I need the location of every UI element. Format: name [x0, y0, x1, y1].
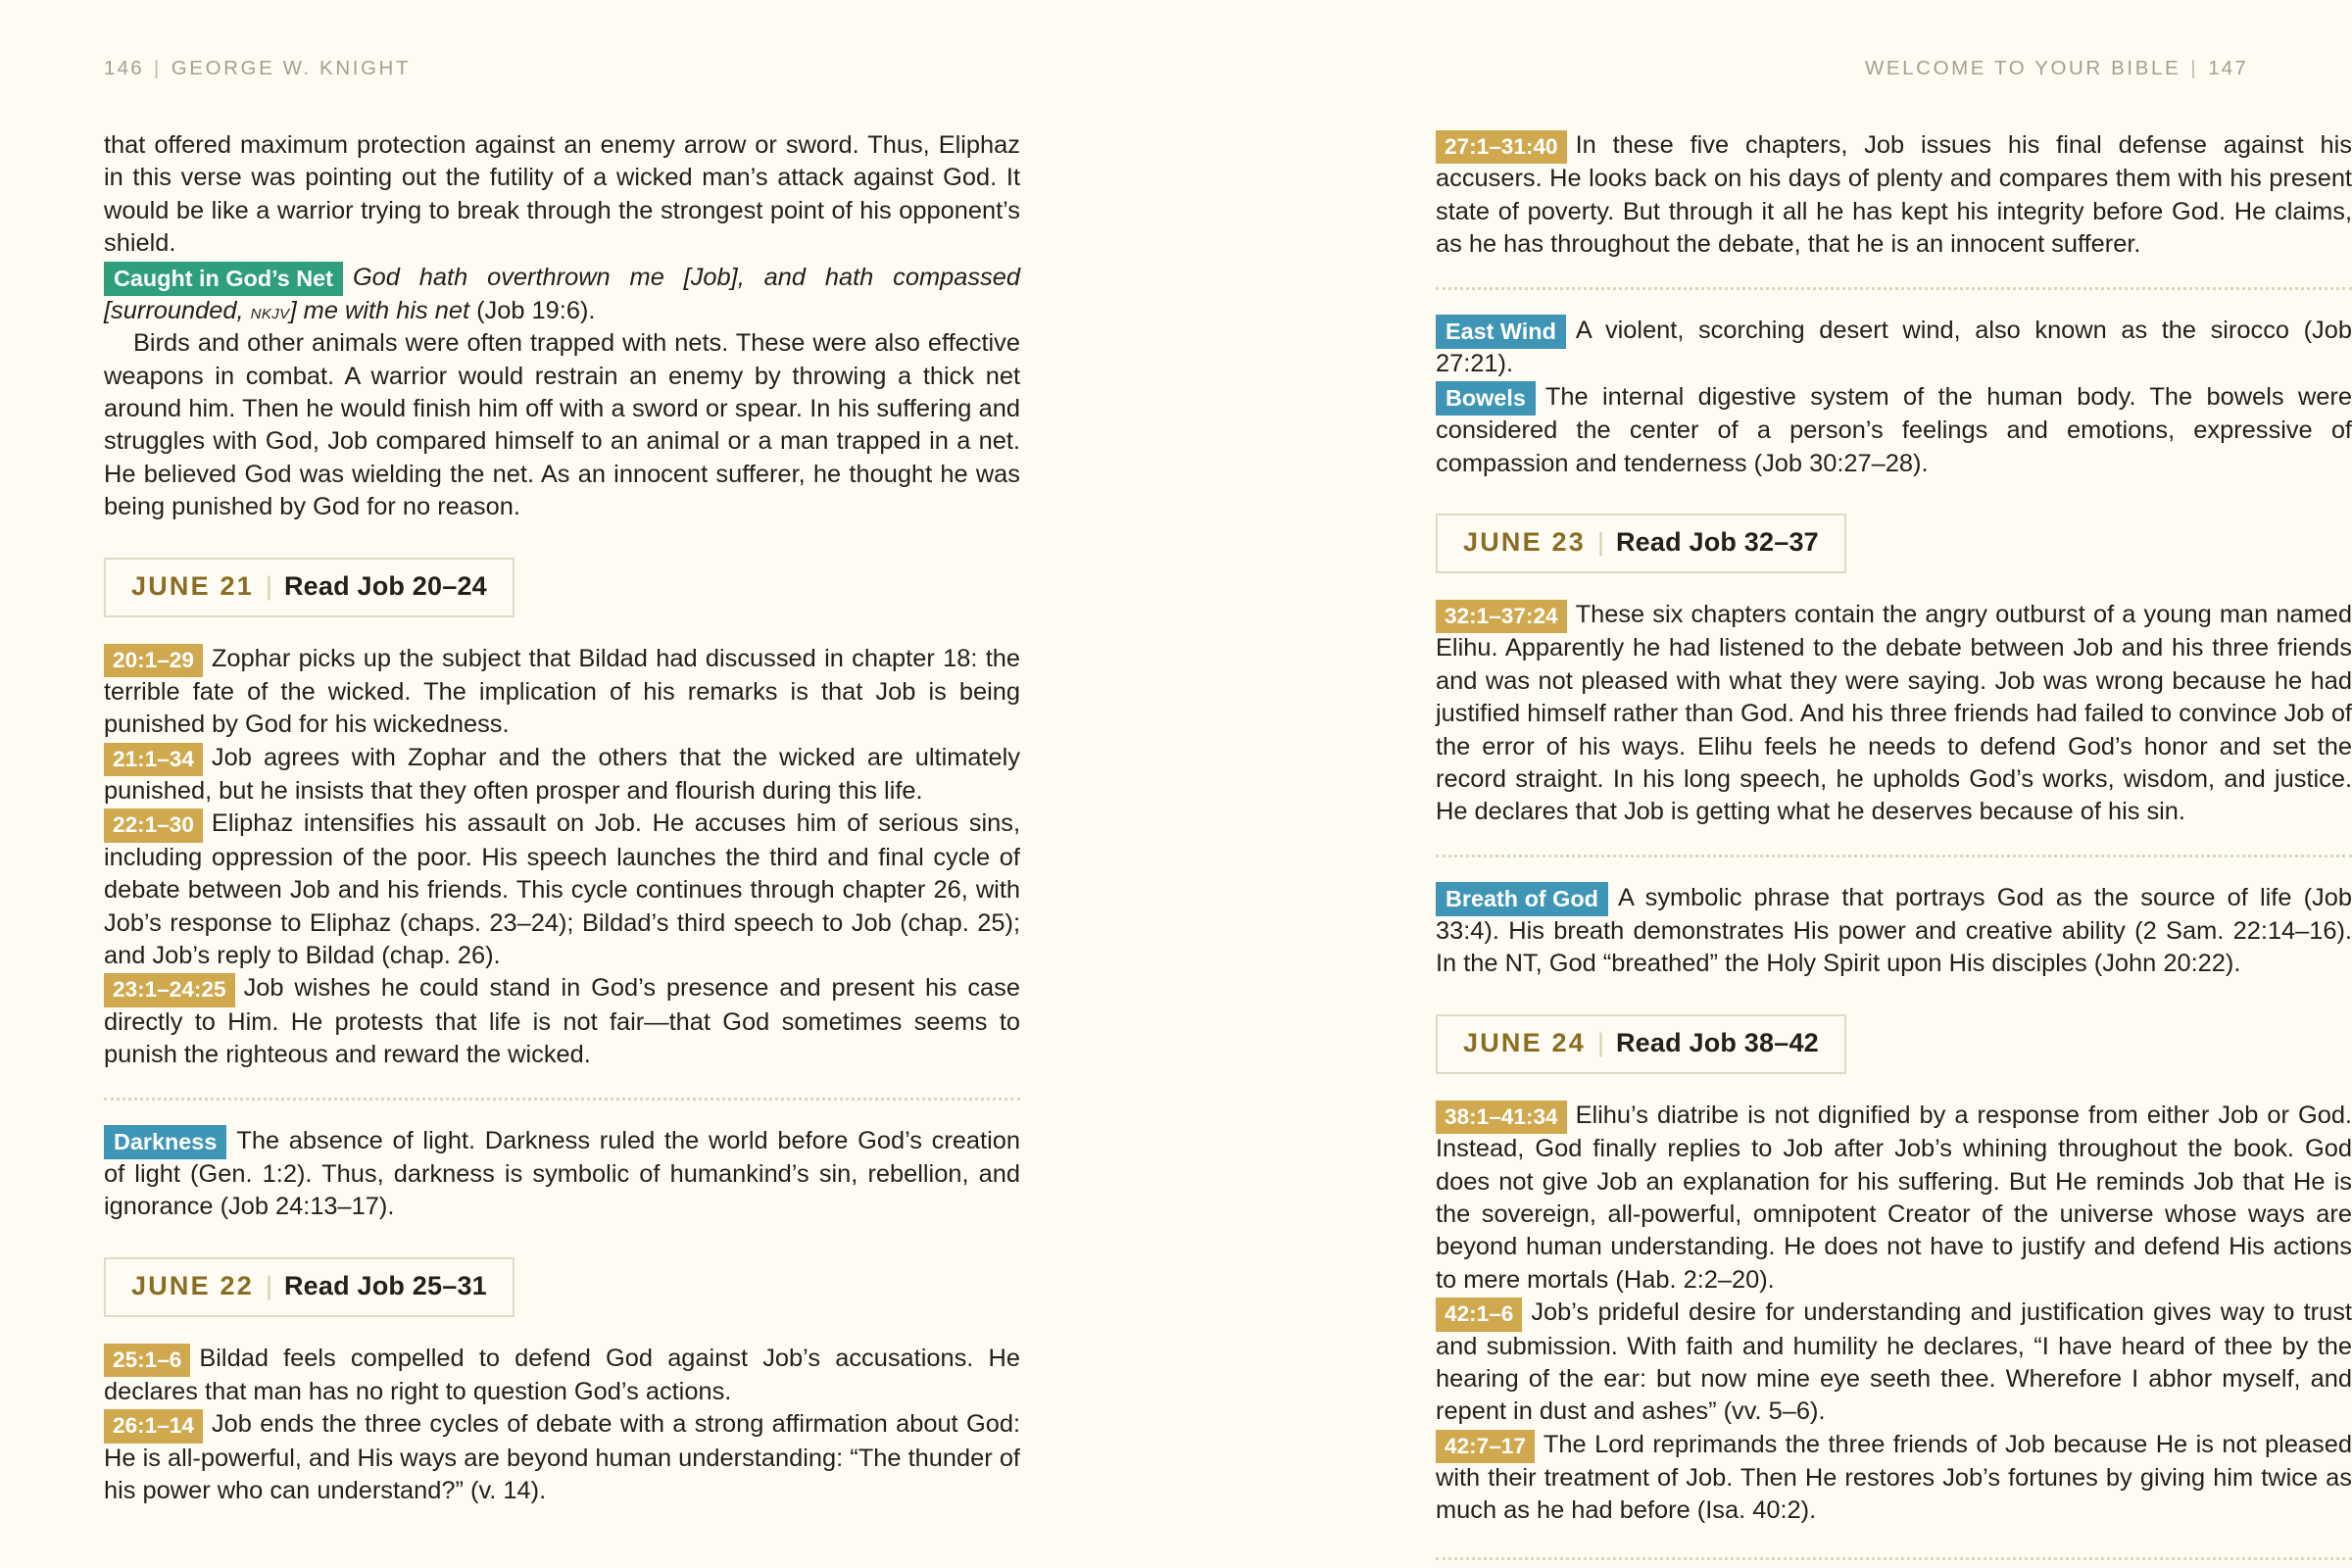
reading-header-separator: | — [1596, 1027, 1604, 1057]
scripture-quote-part2: ] me with his net — [289, 296, 470, 324]
commentary-text: In these five chapters, Job issues his final defense against his accusers. He looks back on his days of plenty and compares them with his present state of poverty. But through it all he has kept his integrity before God. He claims, as he has throughout the debate, that he is an innocent sufferer. — [1436, 131, 2352, 259]
commentary-entry — [104, 972, 1020, 1071]
reading-header-june-22[interactable] — [104, 1257, 514, 1317]
commentary-entry — [1436, 599, 2352, 829]
glossary-term-badge: Caught in God’s Net — [104, 262, 343, 296]
commentary-text: The Lord reprimands the three friends of Job because He is not pleased with their treatment of Job. Then He restores Job’s fortunes by giving him twice as much as he had before (Isa. 40:2). — [1436, 1430, 2352, 1525]
glossary-term-badge: Darkness — [104, 1125, 226, 1159]
commentary-text: Job ends the three cycles of debate with a strong affirmation about God: He is all-powerful, and His ways are beyond human understanding: “The thunder of his power who can understand?” (v. 14). — [104, 1410, 1020, 1504]
commentary-entry — [104, 1343, 1020, 1409]
verse-reference-badge: 22:1–30 — [104, 808, 203, 842]
reading-header-separator: | — [265, 570, 272, 601]
commentary-text: Eliphaz intensifies his assault on Job. He accuses him of serious sins, including oppression of the poor. His speech launches the third and final cycle of debate between Job and his friends. This cycle continues through chapter 26, with Job’s response to Eliphaz (chaps. 23–24); Bildad’s third speech to Job (chap. 25); and Job’s reply to Bildad (chap. 26). — [104, 809, 1020, 969]
section-divider-dotted — [1436, 1557, 2352, 1560]
column-left — [104, 129, 1020, 1560]
reading-passage: Read Job 38–42 — [1615, 1027, 1819, 1057]
running-head-left — [104, 57, 411, 80]
verse-reference-badge: 23:1–24:25 — [104, 973, 235, 1006]
scripture-quote-part1: God hath overthrown me [Job], and hath compassed [surrounded, — [104, 263, 1020, 324]
glossary-definition-text: A violent, scorching desert wind, also known as the sirocco (Job 27:21). — [1436, 316, 2352, 377]
reading-passage: Read Job 32–37 — [1615, 527, 1819, 558]
verse-reference-badge: 26:1–14 — [104, 1409, 203, 1443]
commentary-text: Elihu’s diatribe is not dignified by a response from either Job or God. Instead, God finally replies to Job after Job’s whining throughout the book. God does not give Job an explanation for his suffering. But He reminds Job that He is the sovereign, all-powerful, omnipotent Creator of the universe whose ways are beyond human understanding. He does not have to justify and defend His actions to mere mortals (Hab. 2:2–20). — [1436, 1101, 2352, 1294]
commentary-text: Zophar picks up the subject that Bildad had discussed in chapter 18: the terrible fate of the wicked. The implication of his remarks is that Job is being punished by God for his wickedness. — [104, 644, 1020, 739]
verse-reference-badge: 21:1–34 — [104, 743, 203, 776]
section-divider-dotted — [1436, 287, 2352, 290]
page-number-left: 146 — [104, 57, 144, 79]
commentary-entry — [104, 643, 1020, 742]
commentary-text: Job’s prideful desire for understanding and justification gives way to trust and submission. With faith and humility he declares, “I have heard of thee by the hearing of the ear: but now mine eye seeth thee. Wherefore I abhor myself, and repent in dust and ashes” (vv. 5–6). — [1436, 1298, 2352, 1426]
glossary-term-badge: Bowels — [1436, 381, 1536, 416]
glossary-entry-east-wind — [1436, 314, 2352, 381]
commentary-entry — [1436, 1100, 2352, 1297]
section-divider-dotted — [1436, 855, 2352, 858]
author-name: GEORGE W. KNIGHT — [171, 57, 412, 79]
running-head-separator-right: | — [2190, 57, 2199, 79]
glossary-definition-text: A symbolic phrase that portrays God as the source of life (Job 33:4). His breath demonstrates His power and creative ability (2 Sam. 22:14–16). In the NT, God “breathed” the Holy Spirit upon His disciples (John 20:22). — [1436, 883, 2352, 978]
verse-reference-badge: 42:7–17 — [1436, 1430, 1535, 1463]
glossary-entry-darkness — [104, 1124, 1020, 1224]
reading-header-separator: | — [265, 1270, 272, 1300]
reading-passage: Read Job 25–31 — [283, 1270, 487, 1300]
scripture-citation: (Job 19:6). — [469, 296, 596, 324]
book-title: WELCOME TO YOUR BIBLE — [1864, 57, 2181, 79]
commentary-entry — [104, 808, 1020, 972]
glossary-entry-breath-of-god — [1436, 881, 2352, 981]
commentary-text: Bildad feels compelled to defend God against Job’s accusations. He declares that man has no right to question God’s actions. — [104, 1344, 1020, 1405]
reading-header-june-21[interactable] — [104, 558, 514, 617]
verse-reference-badge: 38:1–41:34 — [1436, 1101, 1567, 1134]
bible-version-abbrev: nkjv — [250, 298, 290, 323]
glossary-entry-caught-in-gods-net — [104, 261, 1020, 328]
two-column-layout — [0, 129, 2352, 1560]
commentary-entry — [1436, 1297, 2352, 1429]
reading-header-june-23[interactable] — [1436, 514, 1846, 573]
section-divider-dotted — [104, 1098, 1020, 1101]
reading-header-june-24[interactable] — [1436, 1014, 1846, 1074]
running-head-right — [1865, 57, 2248, 80]
commentary-text: Job agrees with Zophar and the others that the wicked are ultimately punished, but he insists that they often prosper and flourish during this life. — [104, 743, 1020, 806]
commentary-text: These six chapters contain the angry outburst of a young man named Elihu. Apparently he had listened to the debate between Job and his three friends and was not pleased with what they were saying. Job was wrong because he had justified himself rather than God. And his three friends had failed to convince Job of the error of his ways. Elihu feels he needs to defend God’s honor and set the record straight. In his long speech, he upholds God’s works, wisdom, and justice. He declares that Job is getting what he deserves because of his sin. — [1436, 601, 2352, 826]
verse-reference-badge: 32:1–37:24 — [1436, 600, 1567, 633]
verse-reference-badge: 27:1–31:40 — [1436, 130, 1567, 164]
glossary-term-badge: Breath of God — [1436, 882, 1608, 916]
commentary-entry — [1436, 1429, 2352, 1528]
glossary-entry-bowels — [1436, 380, 2352, 480]
glossary-definition-text: The absence of light. Darkness ruled the world before God’s creation of light (Gen. 1:2). Thus, darkness is symbolic of humankind’s sin, rebellion, and ignorance (Job 24:13–17). — [104, 1126, 1020, 1221]
reading-date: JUNE 22 — [131, 1270, 254, 1300]
glossary-definition-text: The internal digestive system of the human body. The bowels were considered the center of a person’s feelings and emotions, expressive of compassion and tenderness (Job 30:27–28). — [1436, 383, 2352, 477]
page-number-right: 147 — [2208, 57, 2248, 79]
commentary-entry — [1436, 129, 2352, 262]
running-head-separator-left: | — [153, 57, 162, 79]
column-right — [1436, 129, 2352, 1560]
reading-date: JUNE 21 — [131, 570, 254, 601]
commentary-text: Job wishes he could stand in God’s presence and present his case directly to Him. He protests that life is not fair—that God sometimes seems to punish the righteous and reward the wicked. — [104, 974, 1020, 1069]
verse-reference-badge: 42:1–6 — [1436, 1298, 1522, 1331]
verse-reference-badge: 20:1–29 — [104, 644, 203, 677]
commentary-entry — [104, 1408, 1020, 1507]
reading-date: JUNE 24 — [1463, 1027, 1586, 1057]
verse-reference-badge: 25:1–6 — [104, 1344, 190, 1377]
reading-passage: Read Job 20–24 — [283, 570, 487, 601]
reading-header-separator: | — [1596, 527, 1604, 558]
glossary-explanation-paragraph: Birds and other animals were often trapped with nets. These were also effective weapons in combat. A warrior would restrain an enemy by throwing a thick net around him. Then he would finish him off with a sword or spear. In his suffering and struggles with God, Job compared himself to an animal or a man trapped in a net. He believed God was wielding the net. As an innocent sufferer, he thought he was being punished by God for no reason. — [104, 329, 1020, 521]
glossary-term-badge: East Wind — [1436, 315, 1566, 349]
reading-date: JUNE 23 — [1463, 527, 1586, 558]
commentary-entry — [104, 742, 1020, 808]
continued-paragraph: that offered maximum protection against an enemy arrow or sword. Thus, Eliphaz in this verse was pointing out the futility of a wicked man’s attack against God. It would be like a warrior trying to break through the strongest point of his opponent’s shield. — [104, 131, 1020, 258]
